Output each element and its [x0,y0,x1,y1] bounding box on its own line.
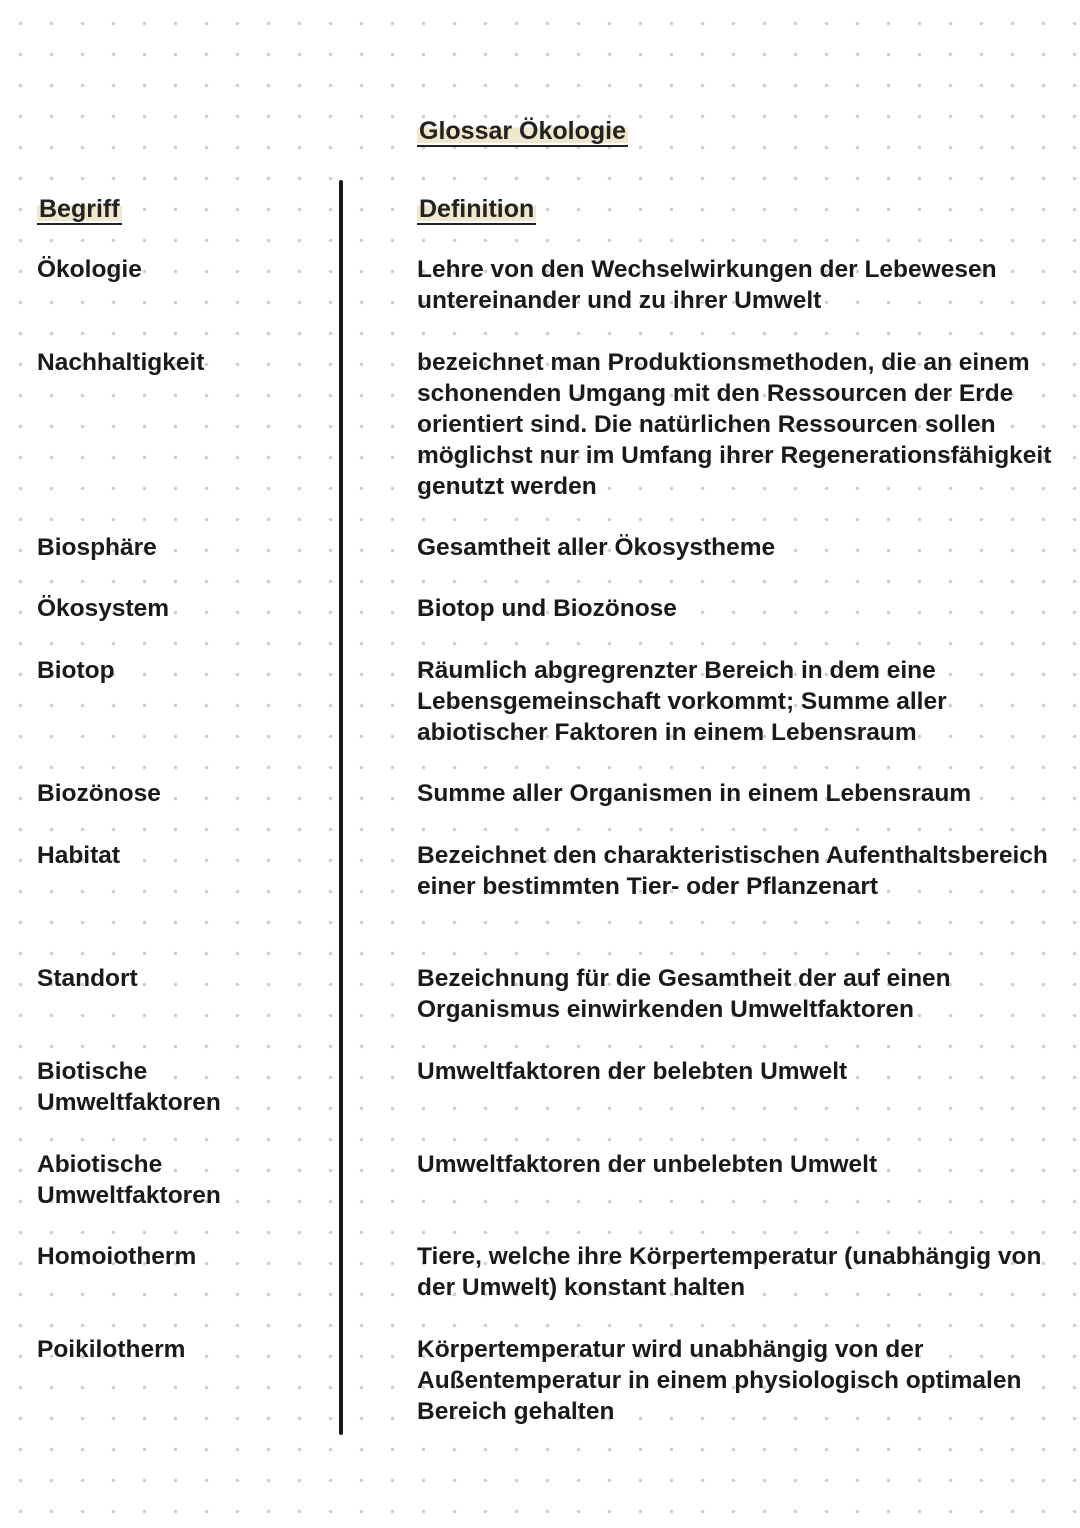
entry-term: Poikilotherm [37,1336,186,1363]
entry-definition: Gesamtheit aller Ökosystheme [417,534,776,561]
entry-definition: Bezeichnung für die Gesamtheit der auf einen Organismus einwirkenden Umweltfaktoren [417,965,951,1023]
entry-term: Ökologie [37,256,142,283]
entry-term: Homoiotherm [37,1243,197,1270]
definition-column-header-text: Definition [419,195,535,223]
entry-definition: Umweltfaktoren der belebten Umwelt [417,1058,848,1085]
entry-term: Ökosystem [37,595,170,622]
entry-definition: Räumlich abgregrenzter Bereich in dem eine Lebensgemeinschaft vorkommt; Summe aller abiotischer Faktoren in einem Lebensraum [417,657,947,746]
entry-definition: bezeichnet man Produktionsmethoden, die an einem schonenden Umgang mit den Ressourcen der Erde orientiert sind. Die natürlichen Ressourcen sollen möglichst nur im Umfang ihrer Regenerationsfähigkeit genutzt werden [417,349,1052,500]
page-title-text: Glossar Ökologie [419,117,627,145]
entry-term: Nachhaltigkeit [37,349,205,376]
entry-term: Habitat [37,842,121,869]
term-column-header [37,193,122,225]
entry-term: Standort [37,965,138,992]
entry-definition: Tiere, welche ihre Körpertemperatur (unabhängig von der Umwelt) konstant halten [417,1243,1042,1301]
page-title [417,115,628,147]
entry-term: Abiotische Umweltfaktoren [37,1151,221,1209]
entry-definition: Lehre von den Wechselwirkungen der Lebewesen untereinander und zu ihrer Umwelt [417,256,997,314]
entry-definition: Summe aller Organismen in einem Lebensraum [417,780,972,807]
entry-definition: Körpertemperatur wird unabhängig von der Außentemperatur in einem physiologisch optimalen Bereich gehalten [417,1336,1022,1425]
entry-term: Biotische Umweltfaktoren [37,1058,221,1116]
term-column-header-text: Begriff [39,195,120,223]
definition-column-header [417,193,536,225]
entry-definition: Biotop und Biozönose [417,595,677,622]
entry-definition: Bezeichnet den charakteristischen Aufenthaltsbereich einer bestimmten Tier- oder Pflanzenart [417,842,1048,900]
entry-term: Biozönose [37,780,161,807]
entry-definition: Umweltfaktoren der unbelebten Umwelt [417,1151,878,1178]
entry-term: Biosphäre [37,534,157,561]
column-divider [339,180,343,1435]
entry-term: Biotop [37,657,115,684]
